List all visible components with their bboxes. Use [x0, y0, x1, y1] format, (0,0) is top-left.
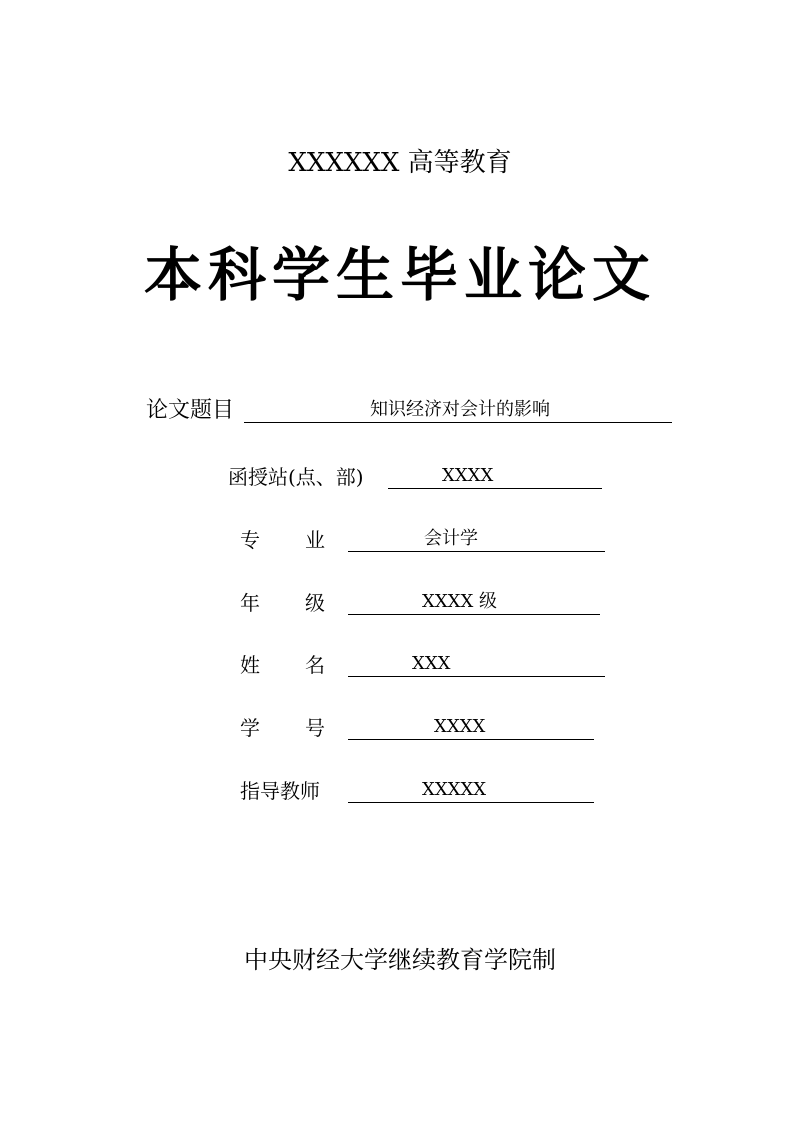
advisor-field [348, 778, 594, 803]
issuer-footer: 中央财经大学继续教育学院制 [244, 946, 556, 974]
name-value: XXX [412, 653, 451, 674]
name-label-second: 名 [305, 653, 325, 677]
major-label-first: 专 [240, 528, 260, 552]
grade-label-first: 年 [240, 591, 260, 615]
student-id-label-second: 号 [305, 716, 325, 740]
thesis-title-field [244, 398, 672, 423]
advisor-value: XXXXX [422, 779, 487, 800]
station-label: 函授站(点、部) [228, 465, 364, 489]
name-label-first: 姓 [240, 653, 260, 677]
station-field [388, 464, 602, 489]
institution-heading: XXXXXX 高等教育 [288, 148, 512, 178]
thesis-title-label: 论文题目 [146, 398, 235, 423]
major-field [348, 527, 605, 552]
grade-value: XXXX 级 [422, 591, 497, 612]
student-id-value: XXXX [434, 716, 486, 737]
major-value: 会计学 [424, 528, 478, 549]
page-title: 本科学生毕业论文 [143, 241, 656, 309]
advisor-label: 指导教师 [240, 779, 320, 803]
station-value: XXXX [442, 465, 494, 486]
name-field [348, 652, 605, 677]
student-id-field [348, 715, 594, 740]
grade-field [348, 590, 600, 615]
thesis-title-value: 知识经济对会计的影响 [370, 399, 550, 420]
major-label-second: 业 [305, 528, 325, 552]
grade-label-second: 级 [305, 591, 325, 615]
student-id-label-first: 学 [240, 716, 260, 740]
